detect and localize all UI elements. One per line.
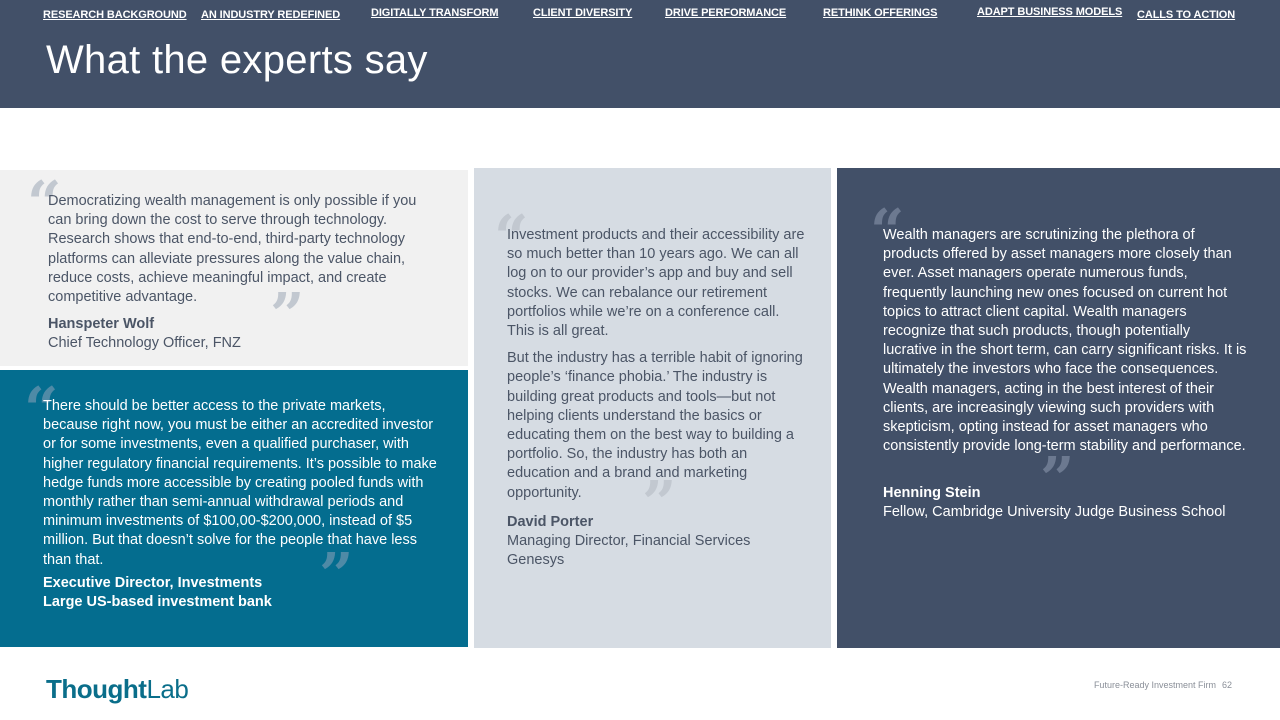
open-quote-icon: “: [24, 375, 59, 445]
nav-link-digitally-transform[interactable]: DIGITALLY TRANSFORM: [371, 7, 499, 19]
quote-text: [48, 192, 440, 307]
quote-text: [43, 397, 443, 570]
speaker-name: David Porter: [507, 514, 594, 530]
speaker-name: Hanspeter Wolf: [48, 316, 155, 332]
open-quote-icon: “: [494, 203, 529, 273]
open-quote-icon: “: [27, 170, 62, 239]
footer-page-info: [1094, 680, 1232, 690]
nav-link-drive-performance[interactable]: DRIVE PERFORMANCE: [665, 7, 787, 19]
nav-link-industry-redefined[interactable]: AN INDUSTRY REDEFINED: [201, 9, 341, 21]
speaker-role: Fellow, Cambridge University Judge Business School: [883, 504, 1226, 520]
page-title: What the experts say: [46, 38, 428, 82]
quote-card-porter: [474, 168, 831, 648]
page-number: 62: [1221, 680, 1232, 690]
quote-paragraph: Democratizing wealth management is only possible if you can bring down the cost to serve through technology. Research shows that end-to-end, third-party technology platforms can alleviate pressures along the value chain, reduce costs, achieve meaningful impact, and create competitive advantage.: [48, 193, 417, 306]
nav-link-adapt-business-models[interactable]: ADAPT BUSINESS MODELS: [977, 6, 1123, 18]
quote-card-stein: [837, 168, 1280, 648]
nav-link-calls-to-action[interactable]: CALLS TO ACTION: [1137, 9, 1236, 21]
quote-card-wolf: [0, 170, 468, 366]
speaker-role: Chief Technology Officer, FNZ: [48, 335, 241, 351]
logo-wordmark-bold: Thought: [46, 674, 147, 704]
header-bar: [0, 0, 1280, 108]
speaker-role: Executive Director, Investments: [43, 575, 263, 591]
speaker-name: Henning Stein: [883, 485, 981, 501]
quote-paragraph: There should be better access to the private markets, because right now, you must be either an accredited investor or for some investments, even a qualified purchaser, with higher regulatory financial requirements. It’s possible to make hedge funds more accessible by creating pooled funds with monthly rather than semi-annual withdrawal periods and minimum investments of $100,00-$200,000, instead of $5 million. But that doesn’t solve for the people that have less than that.: [43, 398, 437, 568]
quote-text: [883, 226, 1248, 456]
quote-paragraph: But the industry has a terrible habit of ignoring people’s ‘finance phobia.’ The industry is building great products and tools—but not helping clients understand the basics or educating them on the best way to building a portfolio. So, the industry has both an education and a brand and marketing opportunity.: [507, 350, 803, 501]
nav-link-rethink-offerings[interactable]: RETHINK OFFERINGS: [823, 7, 938, 19]
quote-paragraph: Investment products and their accessibility are so much better than 10 years ago. We can all log on to our provider’s app and buy and sell stocks. We can rebalance our retirement portfolios while we’re on a conference call. This is all great.: [507, 227, 805, 340]
close-quote-icon: ”: [270, 281, 305, 351]
quote-paragraph: Wealth managers are scrutinizing the plethora of products offered by asset managers more closely than ever. Asset managers operate numerous funds, frequently launching new ones focused on current hot topics to attract client capital. Wealth managers recognize that such products, though potentially lucrative in the short term, can carry significant risks. It is ultimately the investors who face the consequences. Wealth managers, acting in the best interest of their clients, are increasingly viewing such providers with skepticism, opting instead for asset managers who consistently provide long-term stability and performance.: [883, 227, 1247, 455]
logo-wordmark-light: Lab: [146, 674, 189, 704]
open-quote-icon: “: [870, 197, 905, 267]
quote-attribution: [43, 574, 443, 612]
quote-attribution: [507, 513, 807, 570]
thoughtlab-logo: [46, 672, 188, 706]
nav-link-client-diversity[interactable]: CLIENT DIVERSITY: [533, 7, 633, 19]
quote-attribution: [883, 484, 1263, 522]
quote-text: [507, 226, 807, 503]
nav-link-research-background[interactable]: RESEARCH BACKGROUND: [43, 9, 187, 21]
quote-card-investment-bank: [0, 370, 468, 647]
close-quote-icon: ”: [319, 541, 354, 611]
speaker-role: Managing Director, Financial Services Genesys: [507, 533, 751, 568]
section-nav: [0, 7, 1280, 23]
close-quote-icon: ”: [1040, 445, 1075, 515]
document-title: Future-Ready Investment Firm: [1093, 680, 1216, 690]
quote-attribution: [48, 315, 448, 353]
speaker-organization: Large US-based investment bank: [43, 594, 272, 610]
close-quote-icon: ”: [642, 469, 677, 539]
